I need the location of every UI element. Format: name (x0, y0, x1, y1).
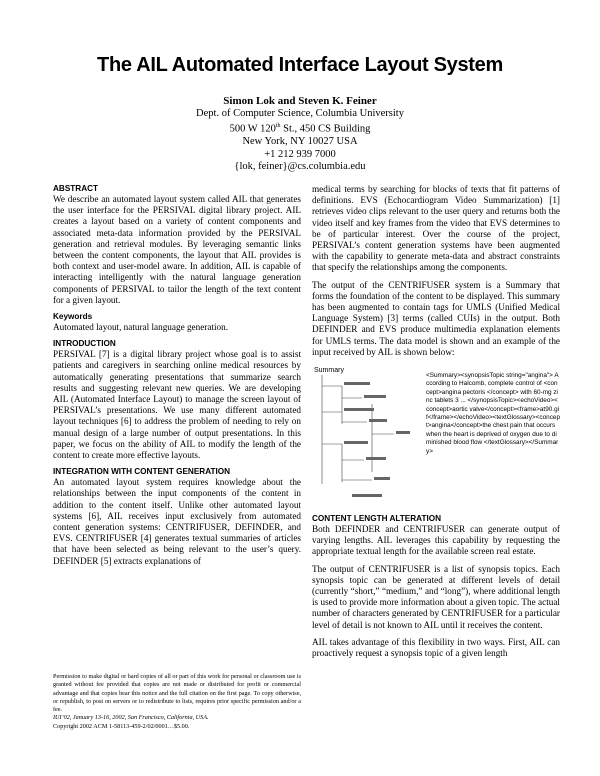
permission-text: Permission to make digital or hard copies of all or part of this work for personal or classroom use is granted without fee provided that copies are not made or distributed for profit or commercial advantage and that copies bear this notice and the full citation on the first page. To copy otherwise, or republish, to post on servers or to redistribute to lists, requires prior specific permission and/or a fee. (53, 673, 301, 714)
author-block (0, 95, 600, 174)
output-text: The output of the CENTRIFUSER system is a Summary that forms the foundation of the content to be displayed. This summary has been augmented to contain tags for UMLS (Unified Medical Language System) [3] terms (called CUIs) in the output. Both DEFINDER and EVS produce multimedia explanation elements for UMLS terms. The data model is shown and an example of the input received by AIL is shown below: (312, 279, 560, 357)
abstract-heading: ABSTRACT (53, 184, 99, 193)
abstract-text: We describe an automated layout system called AIL that generates the user interface for the PERSIVAL digital library project. AIL creates a layout based on a variety of content components and associated meta-data information provided by the PERSIVAL generation and retrieval modules. By leveraging semantic links between the content components, the layout that AIL provides is both context and user-model aware. In addition, AIL is capable of interacting intelligently with the natural language generation components of PERSIVAL to tailor the length of the text content for a given layout. (53, 194, 301, 305)
copyright-text: Copyright 2002 ACM 1-58113-459-2/02/0001…$5.00. (53, 722, 190, 730)
affiliation-dept: Dept. of Computer Science, Columbia University (196, 107, 404, 119)
content-length-p3: AIL takes advantage of this flexibility in two ways. First, AIL can proactively request a synopsis topic of a given length (312, 636, 560, 659)
author-names: Simon Lok and Steven K. Feiner (223, 95, 377, 107)
continuation-text: medical terms by searching for blocks of texts that fit patterns of definitions. EVS (Echocardiogram Video Summarization) [1] retrieves video clips relevant to the user query and returns both the video itself and key frames from the video that EVS determines to be of particular interest. Over the course of the project, PERSIVAL’s content generation systems have been augmented with the capability to generate meta-data and abstract constraints that specify the relationships among the components. (312, 184, 560, 273)
content-length-heading: CONTENT LENGTH ALTERATION (312, 514, 442, 524)
affiliation-email: {lok, feiner}@cs.columbia.edu (234, 161, 366, 173)
affiliation-street: 500 W 120th St., 450 CS Building (229, 123, 371, 135)
data-model-figure (312, 364, 560, 506)
permission-footnote (53, 673, 301, 731)
content-length-p1: Both DEFINDER and CENTRIFUSER can generate output of varying lengths. AIL leverages this capability by requesting the appropriate textual length for the available screen real estate. (312, 524, 560, 557)
affiliation-phone: +1 212 939 7000 (264, 148, 336, 160)
keywords-text: Automated layout, natural language generation. (53, 322, 229, 333)
data-model-diagram (312, 364, 420, 506)
introduction-text: PERSIVAL [7] is a digital library project whose goal is to assist patients and caregivers in searching online medical resources by automatically generating presentations that summarize search results and suggesting relevant new queries. We are developing AIL (Automated Interface Layout) to manage the screen layout of PERSIVAL’s presentations. We use many different automated layout techniques [6] to address the problem of needing to rely on manual design of a large number of output presentations. In this paper, we focus on the ability of AIL to modify the length of the content to create more effective layouts. (53, 349, 301, 461)
affiliation-city: New York, NY 10027 USA (242, 136, 358, 148)
xml-example: <Summary><synopsisTopic string="angina"> According to Halcomb, complete control of <concept>angina pectoris </concept> with 60-mg zinc tablets 3 ... </synopsisTopic><echoVideo><concept>aortic valve</concept><frame>at90.gif</frame></echoVideo><textGlossary><concept>angina</concept>the chest pain that occurs when the heart is deprived of oxygen due to diminished blood flow </textGlossary></Summary> (426, 372, 560, 455)
introduction-heading: INTRODUCTION (53, 339, 116, 349)
integration-text: An automated layout system requires knowledge about the relationships between the input components of the content in addition to the content itself. Unlike other automated layout systems [6], AIL receives input exclusively from automated content generation systems: CENTRIFUSER, DEFINDER, and EVS. CENTRIFUSER [4] generates textual summaries of articles that have been selected as being relevant to the user’s query. DEFINDER [5] extracts explanations of (53, 477, 301, 566)
left-column (53, 184, 301, 573)
integration-heading: INTEGRATION WITH CONTENT GENERATION (53, 467, 231, 477)
right-column (312, 184, 560, 665)
keywords-heading: Keywords (53, 312, 93, 322)
diagram-root-label: Summary (314, 367, 344, 375)
diagram-tree-lines (322, 375, 394, 484)
venue-text: IUI’02, January 13-16, 2002, San Francisco, California, USA. (53, 714, 209, 722)
content-length-p2: The output of CENTRIFUSER is a list of synopsis topics. Each synopsis topic can be generated at different levels of detail (currently “short,” “medium,” and “long”), where additional length is used to provide more information about a given topic. The actual number of characters generated by CENTRIFUSER for a particular level of detail is not known to AIL until it receives the content. (312, 563, 560, 630)
paper-title: The AIL Automated Interface Layout System (97, 54, 503, 76)
